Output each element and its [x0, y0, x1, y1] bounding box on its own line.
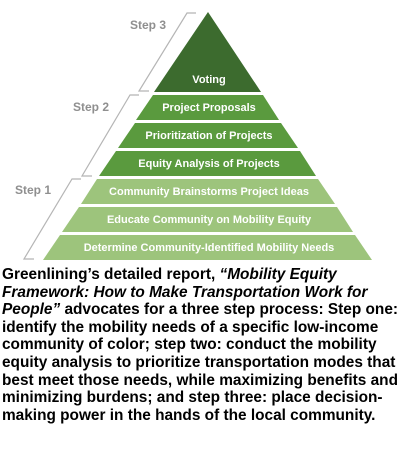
step-1-label: Step 1: [15, 183, 52, 197]
caption-body: advocates for a three step process: Step one: identify the mobility needs of a specific low-income community of color; step two: conduct the mobility equity analysis to prioritize transportation modes that best meet those needs, while maximizing benefits and minimizing burdens; and step three: place decision-making power in the hands of the local community.: [2, 301, 399, 424]
step-2-label: Step 2: [73, 100, 110, 114]
report-title: “Mobility Equity Framework: How to Make Transportation Work for People”: [2, 266, 368, 319]
tier-label-determine-needs: Determine Community-Identified Mobility Needs: [83, 242, 335, 254]
tier-label-equity-analysis: Equity Analysis of Projects: [138, 158, 280, 170]
tier-label-educate-community: Educate Community on Mobility Equity: [106, 214, 312, 226]
tier-label-project-proposals: Project Proposals: [162, 102, 256, 114]
tier-label-prioritization: Prioritization of Projects: [145, 130, 273, 142]
tier-label-voting: Voting: [192, 74, 226, 86]
step-3-label: Step 3: [130, 18, 167, 32]
tier-label-community-brainstorms: Community Brainstorms Project Ideas: [109, 186, 309, 198]
figure-caption: [2, 266, 398, 424]
caption-prefix: Greenlining’s detailed report,: [2, 266, 220, 283]
